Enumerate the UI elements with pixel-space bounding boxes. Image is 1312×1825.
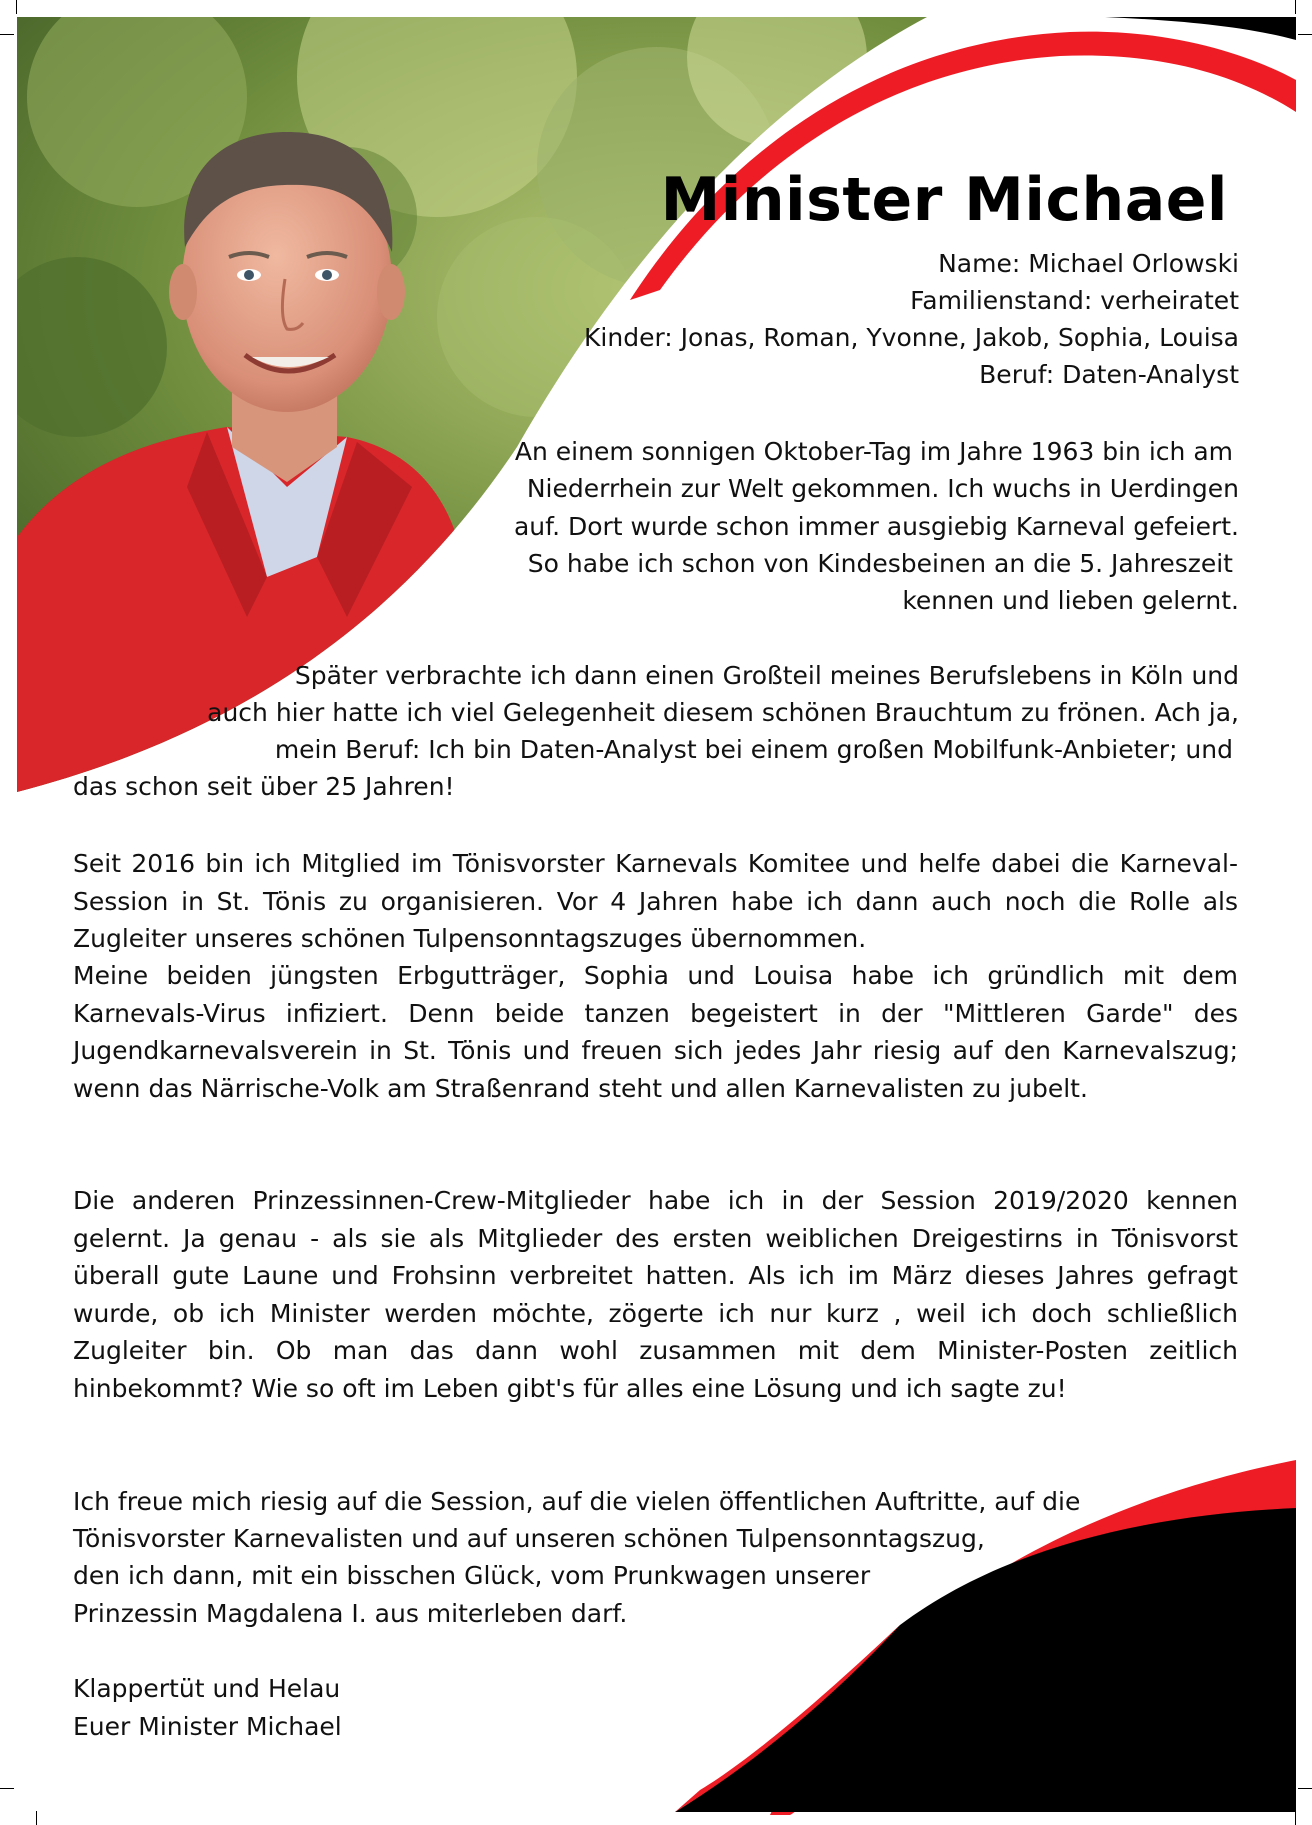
career-line: das schon seit über 25 Jahren! — [73, 772, 455, 801]
profile-name: Name: Michael Orlowski — [938, 249, 1239, 278]
career-line: auch hier hatte ich viel Gelegenheit diesem schönen Brauchtum zu frönen. Ach ja, — [207, 698, 1239, 727]
paragraph-crew: Die anderen Prinzessinnen-Crew-Mitglieder habe ich in der Session 2019/2020 kennen gelernt. Ja genau - als sie als Mitglieder des ersten weiblichen Dreigestirns in Tönisvorst überall gute Laune und Frohsinn verbreitet hatten. Als ich im März dieses Jahres gefragt wurde, ob ich Minister werden möchte, zögerte ich nur kurz , weil ich doch schließlich Zugleiter bin. Ob man das dann wohl zusammen mit dem Minister-Posten zeitlich hinbekommt? Wie so oft im Leben gibt's für alles eine Lösung und ich sagte zu! — [73, 1186, 1238, 1403]
closing-line: Prinzessin Magdalena I. aus miterleben darf. — [73, 1599, 628, 1628]
career-line: Später verbrachte ich dann einen Großteil meines Berufslebens in Köln und — [294, 661, 1239, 690]
intro-line: So habe ich schon von Kindesbeinen an die 5. Jahreszeit — [527, 549, 1233, 578]
page-title: Minister Michael — [660, 165, 1228, 235]
closing-line: den ich dann, mit ein bisschen Glück, vom Prunkwagen unserer — [73, 1561, 871, 1590]
closing-line: Tönisvorster Karnevalisten und auf unseren schönen Tulpensonntagszug, — [73, 1524, 985, 1553]
intro-line: Niederrhein zur Welt gekommen. Ich wuchs in Uerdingen — [526, 474, 1239, 503]
career-line: mein Beruf: Ich bin Daten-Analyst bei einem großen Mobilfunk-Anbieter; und — [274, 735, 1233, 764]
intro-line: An einem sonnigen Oktober-Tag im Jahre 1963 bin ich am — [514, 437, 1233, 466]
intro-line: kennen und lieben gelernt. — [902, 586, 1239, 615]
paragraph-family: Meine beiden jüngsten Erbgutträger, Sophia und Louisa habe ich gründlich mit dem Karnevals-Virus infiziert. Denn beide tanzen begeistert in der "Mittleren Garde" des Jugendkarnevalsverein in St. Tönis und freuen sich jedes Jahr riesig auf den Karnevalszug; wenn das Närrische-Volk am Straßenrand steht und allen Karnevalisten zu jubelt. — [73, 961, 1238, 1103]
closing-line: Ich freue mich riesig auf die Session, auf die vielen öffentlichen Auftritte, auf die — [73, 1487, 1081, 1516]
paragraph-komitee: Seit 2016 bin ich Mitglied im Tönisvorster Karnevals Komitee und helfe dabei die Karneval-Session in St. Tönis zu organisieren. Vor 4 Jahren habe ich dann auch noch die Rolle als Zugleiter unseres schönen Tulpensonntagszuges übernommen. — [73, 849, 1238, 953]
intro-line: auf. Dort wurde schon immer ausgiebig Karneval gefeiert. — [513, 512, 1239, 541]
profile-children: Kinder: Jonas, Roman, Yvonne, Jakob, Sophia, Louisa — [584, 323, 1239, 352]
signoff-signature: Euer Minister Michael — [73, 1712, 342, 1741]
signoff-greeting: Klappertüt und Helau — [73, 1674, 341, 1703]
profile-occupation: Beruf: Daten-Analyst — [979, 360, 1239, 389]
profile-marital-status: Familienstand: verheiratet — [910, 286, 1239, 315]
